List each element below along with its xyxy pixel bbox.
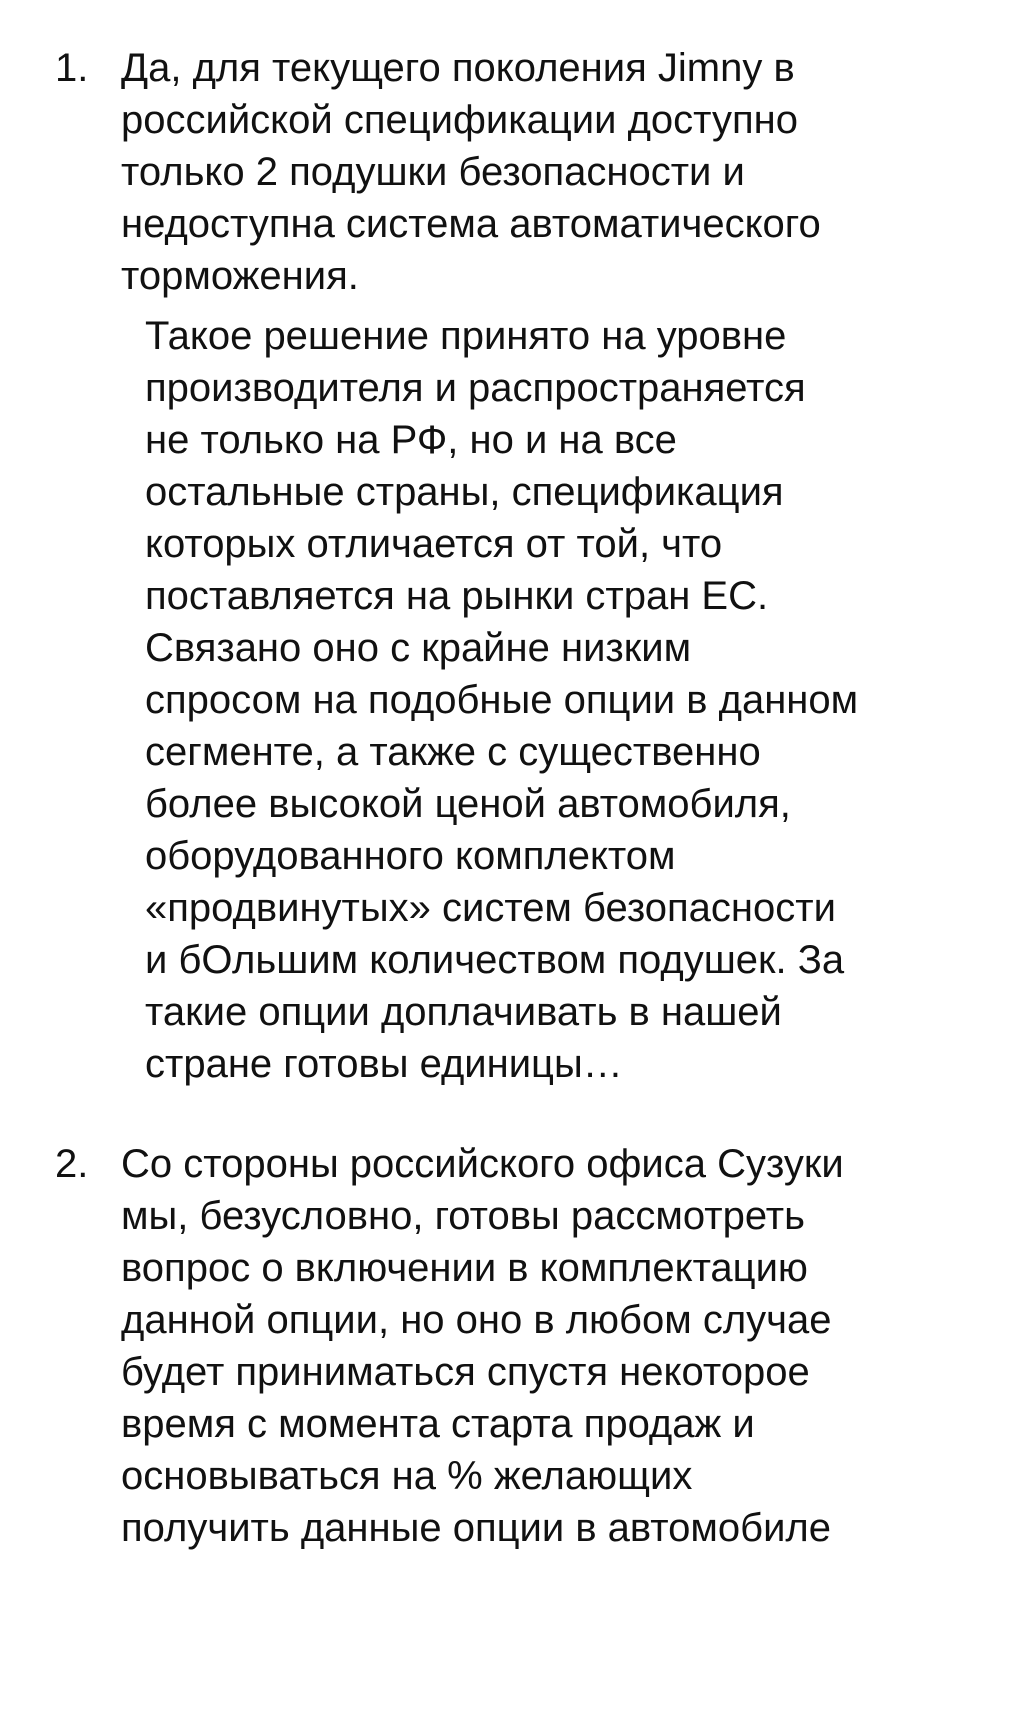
list-number: 2. bbox=[55, 1142, 89, 1186]
paragraph-line: недоступна система автоматического bbox=[121, 202, 821, 246]
note-line: оборудованного комплектом bbox=[145, 834, 676, 878]
paragraph-line: основываться на % желающих bbox=[121, 1454, 693, 1498]
note-line: спросом на подобные опции в данном bbox=[145, 678, 859, 722]
paragraph-line: данной опции, но оно в любом случае bbox=[121, 1298, 832, 1342]
note-line: и бОльшим количеством подушек. За bbox=[145, 938, 845, 982]
paragraph-line: вопрос о включении в комплектацию bbox=[121, 1246, 808, 1290]
note-line: «продвинутых» систем безопасности bbox=[145, 886, 836, 930]
note-line: которых отличается от той, что bbox=[145, 522, 723, 566]
paragraph-line: получить данные опции в автомобиле bbox=[121, 1506, 831, 1550]
note-line: такие опции доплачивать в нашей bbox=[145, 990, 782, 1034]
note-line: остальные страны, спецификация bbox=[145, 470, 784, 514]
paragraph-line: российской спецификации доступно bbox=[121, 98, 798, 142]
paragraph-line: время с момента старта продаж и bbox=[121, 1402, 755, 1446]
paragraph-line: Со стороны российского офиса Сузуки bbox=[121, 1142, 844, 1186]
paragraph-line: мы, безусловно, готовы рассмотреть bbox=[121, 1194, 805, 1238]
paragraph-line: только 2 подушки безопасности и bbox=[121, 150, 745, 194]
note-line: более высокой ценой автомобиля, bbox=[145, 782, 791, 826]
note-line: Связано оно с крайне низким bbox=[145, 626, 692, 670]
paragraph-line: торможения. bbox=[121, 254, 359, 298]
note-line: производителя и распространяется bbox=[145, 366, 806, 410]
note-line: стране готовы единицы… bbox=[145, 1042, 623, 1086]
paragraph-line: Да, для текущего поколения Jimny в bbox=[121, 46, 795, 90]
note-line: Такое решение принято на уровне bbox=[145, 314, 787, 358]
list-number: 1. bbox=[55, 46, 89, 90]
note-line: сегменте, а также с существенно bbox=[145, 730, 761, 774]
note-line: поставляется на рынки стран ЕС. bbox=[145, 574, 769, 618]
paragraph-line: будет приниматься спустя некоторое bbox=[121, 1350, 810, 1394]
note-line: не только на РФ, но и на все bbox=[145, 418, 677, 462]
